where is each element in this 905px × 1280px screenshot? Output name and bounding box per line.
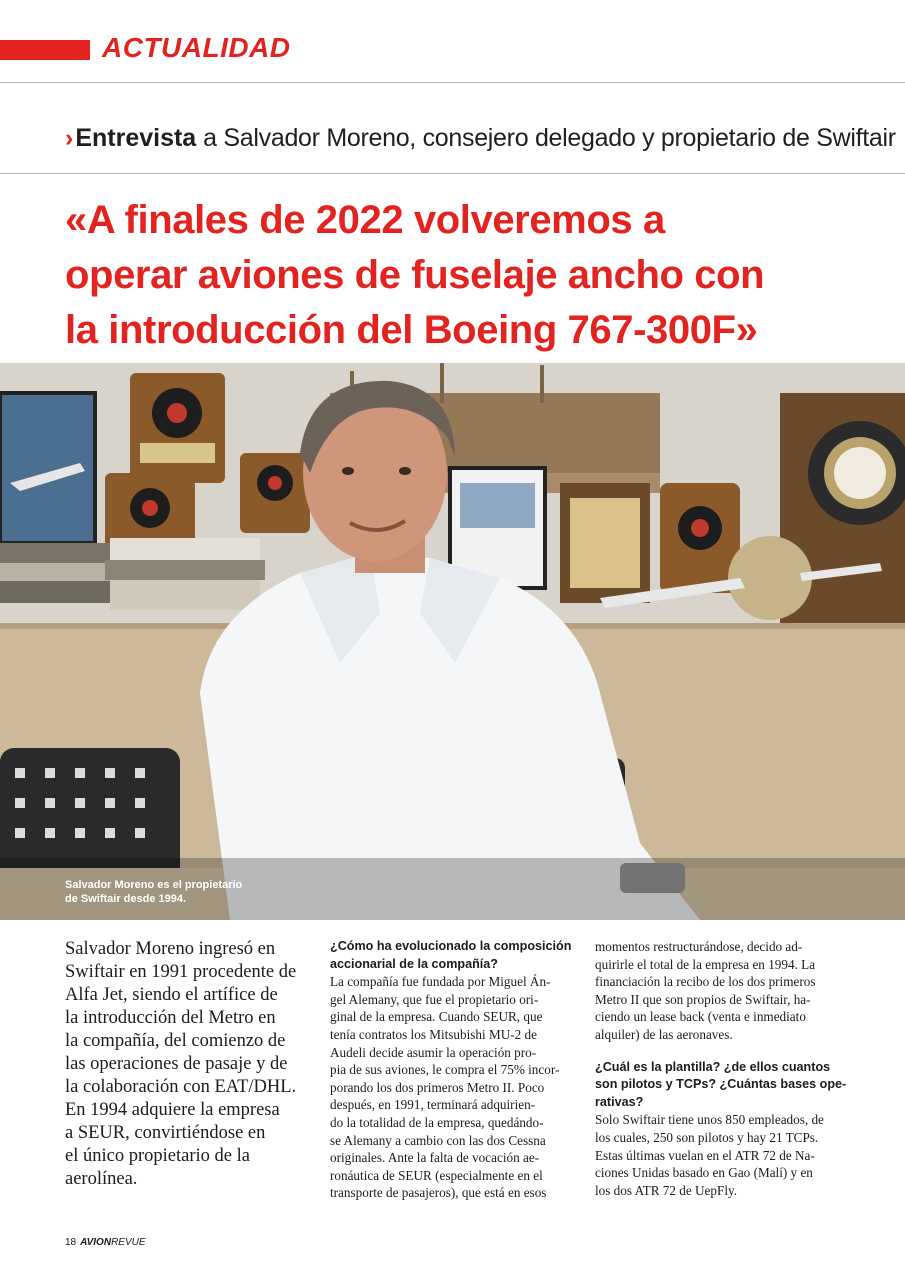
answer-line: quirirle el total de la empresa en 1994. La: [595, 956, 816, 972]
magazine-brand-bold: AVION: [80, 1237, 112, 1248]
answer-line: gel Alemany, que fue el propietario ori-: [330, 991, 539, 1007]
lead-line: la compañía, del comienzo de: [65, 1031, 286, 1051]
answer-line: ronáutica de SEUR (especialmente en el: [330, 1167, 543, 1183]
top-divider: [0, 82, 905, 83]
question-line: son pilotos y TCPs? ¿Cuántas bases ope-: [595, 1077, 847, 1092]
magazine-brand-light: REVUE: [111, 1237, 146, 1248]
answer-line: ciendo un lease back (venta e inmediato: [595, 1009, 806, 1025]
question-line: ¿Cómo ha evolucionado la composición: [330, 939, 572, 953]
lead-line: aerolínea.: [65, 1169, 138, 1189]
office-portrait-illustration: [0, 363, 905, 920]
body-column-2: [330, 938, 580, 1202]
headline-line: la introducción del Boeing 767-300F»: [65, 308, 758, 352]
section-title: ACTUALIDAD: [102, 32, 291, 63]
answer-line: momentos restructurándose, decido ad-: [595, 939, 803, 954]
answer-line: los cuales, 250 son pilotos y hay 21 TCPs.: [595, 1129, 819, 1145]
answer-line: originales. Ante la falta de vocación ae-: [330, 1150, 540, 1166]
lead-line: Swiftair en 1991 procedente de: [65, 962, 297, 982]
page-number: 18: [65, 1237, 77, 1248]
answer-line: Audeli decide asumir la operación pro-: [330, 1044, 537, 1060]
answer-line: pia de sus aviones, le compra el 75% incor-: [330, 1062, 560, 1078]
lead-paragraph: [65, 938, 320, 1191]
kicker-label: Entrevista: [75, 124, 197, 152]
lead-line: la colaboración con EAT/DHL.: [65, 1077, 297, 1097]
headline: [65, 193, 895, 358]
question-line: rativas?: [595, 1094, 644, 1109]
caption-line: de Swiftair desde 1994.: [65, 893, 187, 905]
question-line: accionarial de la compañía?: [330, 956, 498, 971]
answer-line: se Alemany a cambio con las dos Cessna: [330, 1132, 546, 1148]
answer-line: Solo Swiftair tiene unos 850 empleados, de: [595, 1112, 824, 1128]
paragraph-gap: [595, 1044, 845, 1059]
interview-photo: [0, 363, 905, 920]
answer-line: La compañía fue fundada por Miguel Án-: [330, 974, 551, 990]
kicker-subject: a Salvador Moreno, consejero delegado y propietario de Swiftair: [203, 124, 896, 152]
lead-line: Salvador Moreno ingresó en: [65, 939, 276, 959]
headline-line: operar aviones de fuselaje ancho con: [65, 253, 765, 297]
section-color-bar: [0, 40, 90, 60]
kicker-divider: [0, 173, 905, 174]
lead-line: el único propietario de la: [65, 1146, 250, 1166]
interview-kicker: [65, 124, 896, 153]
answer-line: tenía contratos los Mitsubishi MU-2 de: [330, 1026, 537, 1042]
lead-line: a SEUR, convirtiéndose en: [65, 1123, 266, 1143]
lead-line: las operaciones de pasaje y de: [65, 1054, 288, 1074]
lead-line: la introducción del Metro en: [65, 1008, 276, 1028]
answer-line: Metro II que son propios de Swiftair, ha-: [595, 991, 811, 1007]
lead-line: En 1994 adquiere la empresa: [65, 1100, 280, 1120]
lead-line: Alfa Jet, siendo el artífice de: [65, 985, 278, 1005]
question-line: ¿Cuál es la plantilla? ¿de ellos cuantos: [595, 1059, 831, 1074]
answer-line: financiación la recibo de los dos primeros: [595, 974, 816, 990]
answer-line: ginal de la empresa. Cuando SEUR, que: [330, 1009, 543, 1025]
answer-line: los dos ATR 72 de UepFly.: [595, 1182, 738, 1198]
photo-caption: [65, 878, 242, 906]
answer-line: transporte de pasajeros), que está en esos: [330, 1185, 547, 1201]
chevron-right-icon: ›: [65, 124, 74, 152]
answer-line: después, en 1991, terminará adquirien-: [330, 1097, 536, 1113]
caption-line: Salvador Moreno es el propietario: [65, 879, 243, 891]
page-footer: [65, 1237, 146, 1248]
headline-line: «A finales de 2022 volveremos a: [65, 198, 665, 242]
answer-line: do la totalidad de la empresa, quedándo-: [330, 1114, 544, 1130]
answer-line: ciones Unidas basado en Gao (Malí) y en: [595, 1165, 813, 1181]
body-column-3: [595, 938, 845, 1199]
answer-line: porando los dos primeros Metro II. Poco: [330, 1079, 545, 1095]
answer-line: Estas últimas vuelan en el ATR 72 de Na-: [595, 1147, 815, 1163]
answer-line: alquiler) de las aeronaves.: [595, 1026, 733, 1042]
